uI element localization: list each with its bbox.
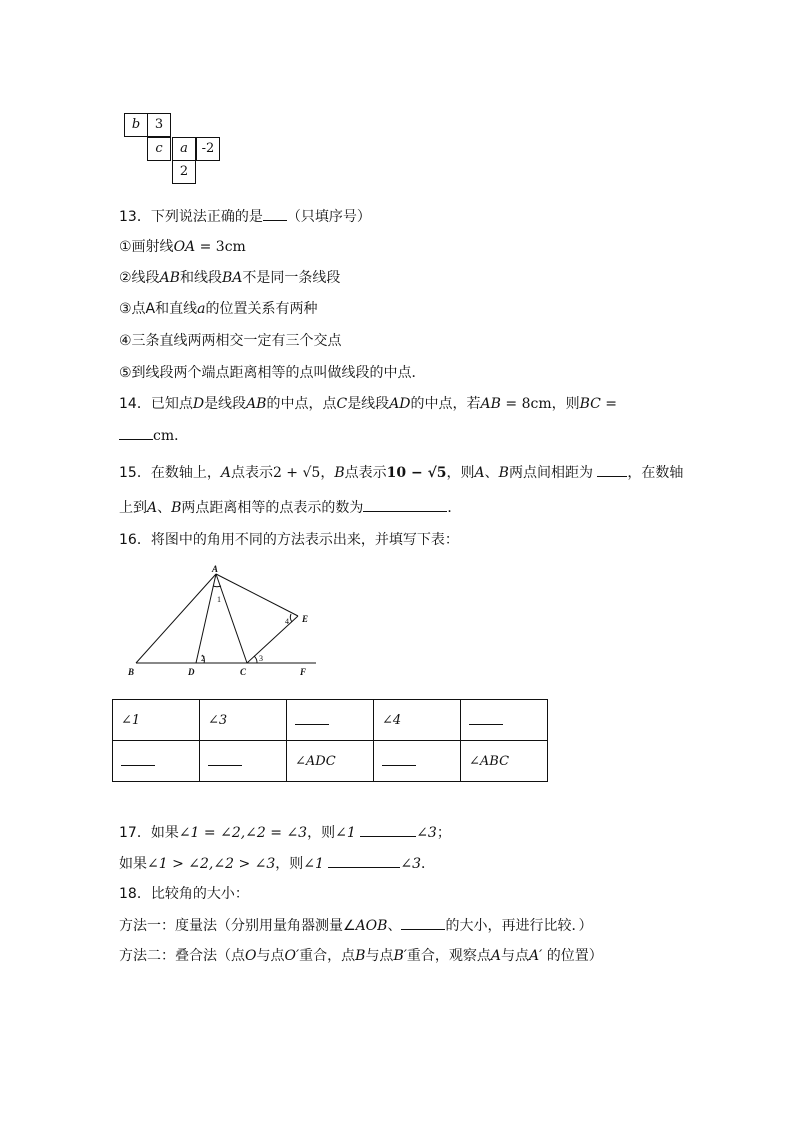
q15-line-1: 15．在数轴上，A点表示2 + √5，B点表示10 − √5，则A、B两点间相距为 ，在数轴	[119, 462, 683, 483]
q18-method-2: 方法二：叠合法（点O与点O′重合，点B与点B′重合，观察点A与点A′ 的位置）	[119, 948, 603, 964]
q13-option-2: ②线段AB和线段BA不是同一条线段	[119, 270, 341, 286]
q18-method-1: 方法一：度量法（分别用量角器测量∠AOB、 的大小，再进行比较．）	[119, 915, 592, 936]
answer-blank[interactable]	[363, 497, 447, 512]
table-cell-blank[interactable]	[374, 741, 461, 782]
label-e: E	[302, 614, 309, 624]
net-cell: b	[124, 113, 148, 137]
label-angle-3: 3	[259, 654, 263, 663]
table-cell-blank[interactable]	[461, 700, 548, 741]
table-cell: ∠1	[113, 700, 200, 741]
answer-blank[interactable]	[360, 822, 416, 837]
q16-stem: 16．将图中的角用不同的方法表示出来，并填写下表：	[119, 532, 459, 548]
q13-option-1: ①画射线OA = 3cm	[119, 239, 246, 255]
table-cell-blank[interactable]	[287, 700, 374, 741]
q17-line-1: 17．如果∠1 = ∠2,∠2 = ∠3，则∠1 ∠3；	[119, 822, 451, 843]
angle-figure	[120, 562, 330, 682]
label-a: A	[212, 564, 219, 574]
q14-line-2: cm．	[119, 425, 188, 446]
table-cell: ∠ABC	[461, 741, 548, 782]
table-cell: ∠4	[374, 700, 461, 741]
net-cell: 2	[172, 160, 196, 184]
q15-line-2: 上到A、B两点距离相等的点表示的数为 ．	[119, 497, 461, 518]
q13-option-4: ④三条直线两两相交一定有三个交点	[119, 333, 342, 349]
net-cell: a	[172, 137, 196, 161]
label-b: B	[128, 667, 135, 677]
net-cell: 3	[147, 113, 171, 137]
answer-blank[interactable]	[597, 462, 627, 477]
net-cell: c	[147, 137, 171, 161]
table-cell: ∠3	[200, 700, 287, 741]
table-cell-blank[interactable]	[113, 741, 200, 782]
q13-option-3: ③点A和直线a的位置关系有两种	[119, 301, 318, 317]
answer-blank[interactable]	[263, 206, 287, 221]
net-cell: -2	[196, 137, 220, 161]
table-cell-blank[interactable]	[200, 741, 287, 782]
q17-line-2: 如果∠1 > ∠2,∠2 > ∠3，则∠1 ∠3．	[119, 853, 435, 874]
label-d: D	[188, 667, 195, 677]
q13-option-5: ⑤到线段两个端点距离相等的点叫做线段的中点．	[119, 365, 426, 381]
label-f: F	[300, 667, 307, 677]
q18-stem: 18．比较角的大小：	[119, 886, 249, 902]
angle-table	[112, 699, 548, 782]
answer-blank[interactable]	[328, 853, 400, 868]
answer-blank[interactable]	[401, 915, 445, 930]
answer-blank[interactable]	[119, 425, 153, 440]
q13-stem: 13．下列说法正确的是 （只填序号）	[119, 206, 371, 227]
label-angle-1: 1	[217, 595, 221, 604]
q14-line-1: 14．已知点D是线段AB的中点，点C是线段AD的中点，若AB = 8cm，则BC =	[119, 396, 618, 412]
label-angle-4: 4	[285, 617, 289, 626]
label-c: C	[240, 667, 247, 677]
label-angle-2: 2	[201, 654, 205, 663]
table-cell: ∠ADC	[287, 741, 374, 782]
